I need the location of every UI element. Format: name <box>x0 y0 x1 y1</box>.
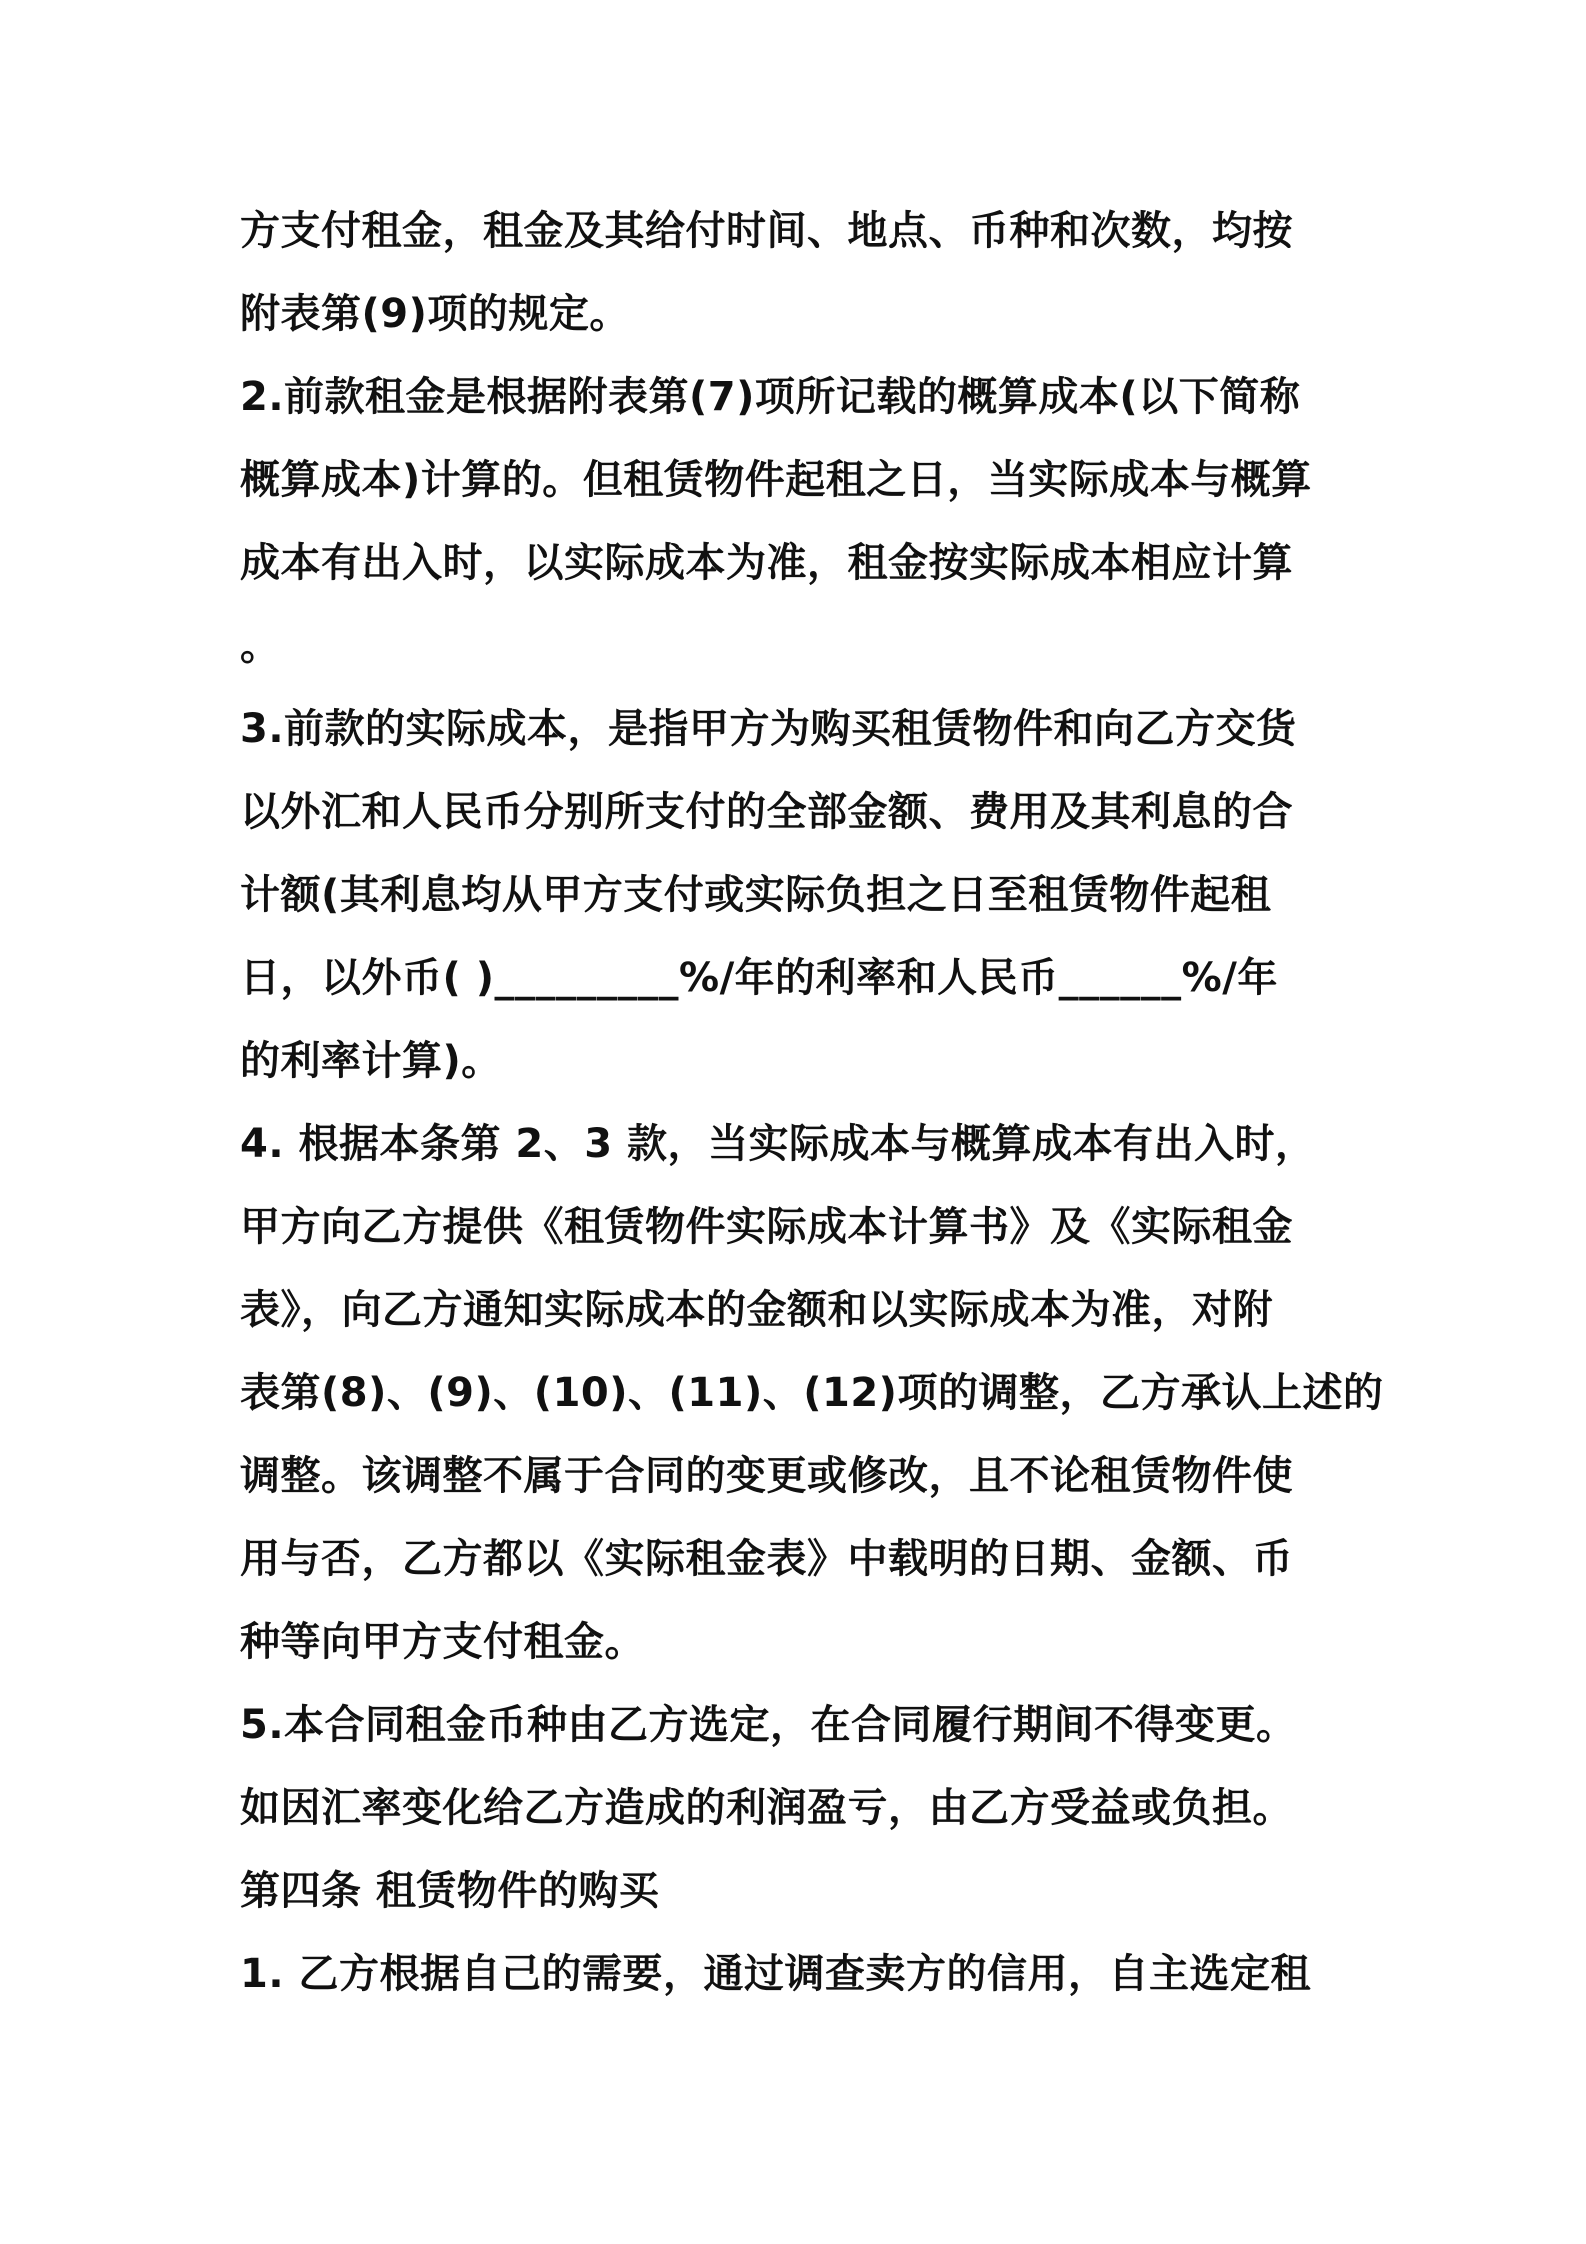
text-line: 调整。该调整不属于合同的变更或修改，且不论租赁物件使 <box>240 1453 1293 1499</box>
text-line: 如因汇率变化给乙方造成的利润盈亏，由乙方受益或负担。 <box>240 1785 1293 1831</box>
text-line: 的利率计算)。 <box>240 1038 502 1084</box>
text-line: 日，以外币( )_________%/年的利率和人民币______%/年 <box>240 955 1278 1001</box>
text-line: 方支付租金，租金及其给付时间、地点、币种和次数，均按 <box>240 208 1293 254</box>
text-line: 4. 根据本条第 2、3 款，当实际成本与概算成本有出入时， <box>240 1121 1316 1167</box>
text-line: 计额(其利息均从甲方支付或实际负担之日至租赁物件起租 <box>240 872 1272 918</box>
text-line: 概算成本)计算的。但租赁物件起租之日，当实际成本与概算 <box>240 457 1312 503</box>
text-line: 以外汇和人民币分别所支付的全部金额、费用及其利息的合 <box>240 789 1293 835</box>
text-line: 。 <box>240 623 281 669</box>
text-line: 成本有出入时，以实际成本为准，租金按实际成本相应计算 <box>240 540 1293 586</box>
text-line: 1. 乙方根据自己的需要，通过调查卖方的信用，自主选定租 <box>240 1951 1311 1997</box>
text-line: 5.本合同租金币种由乙方选定，在合同履行期间不得变更。 <box>240 1702 1297 1748</box>
text-line: 种等向甲方支付租金。 <box>240 1619 645 1665</box>
text-line: 3.前款的实际成本，是指甲方为购买租赁物件和向乙方交货 <box>240 706 1297 752</box>
text-line: 2.前款租金是根据附表第(7)项所记载的概算成本(以下简称 <box>240 374 1301 420</box>
text-line: 用与否，乙方都以《实际租金表》中载明的日期、金额、币 <box>240 1536 1293 1582</box>
text-line: 甲方向乙方提供《租赁物件实际成本计算书》及《实际租金 <box>240 1204 1293 1250</box>
document-body <box>240 190 1384 2016</box>
text-line: 附表第(9)项的规定。 <box>240 291 630 337</box>
section-heading: 第四条 租赁物件的购买 <box>240 1868 660 1914</box>
text-line: 表第(8)、(9)、(10)、(11)、(12)项的调整，乙方承认上述的 <box>240 1370 1384 1416</box>
text-line: 表》，向乙方通知实际成本的金额和以实际成本为准，对附 <box>240 1287 1273 1333</box>
